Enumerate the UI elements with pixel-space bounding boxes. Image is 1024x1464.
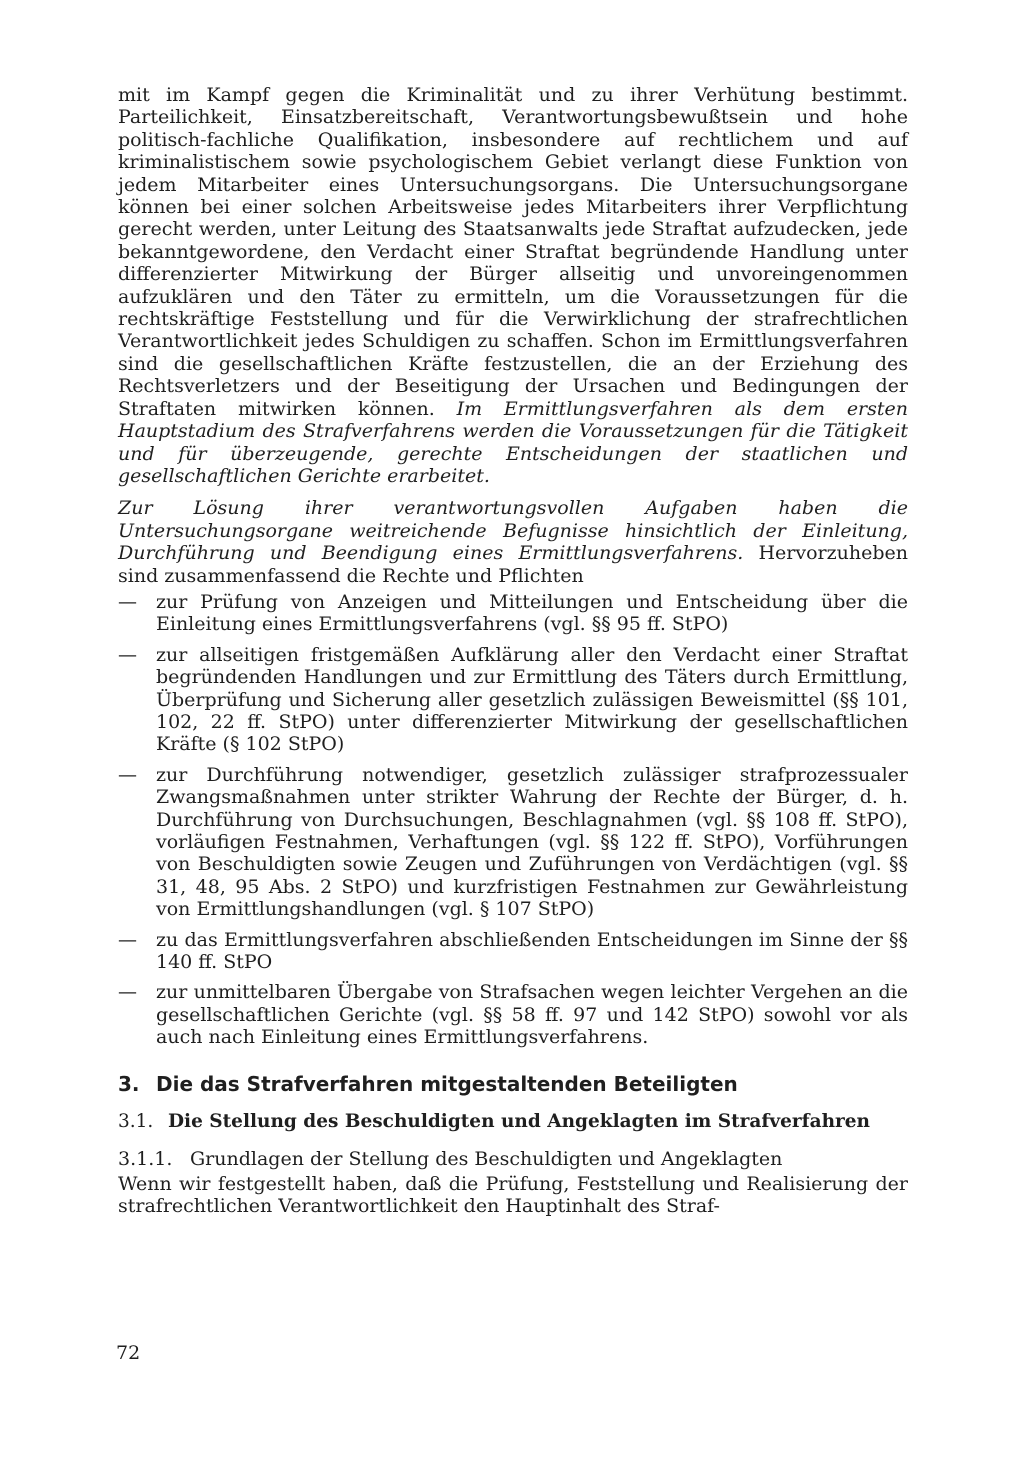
- paragraph-2-italic-text: Zur Lösung ihrer verantwortungsvollen Aufgaben haben die Untersuchungsorgane weitreichende Befugnisse hinsichtlich der Einleitung, Durchführung und Beendigung eines Ermittlungsverfahrens.: [118, 497, 908, 565]
- subsection-number: 3.1.: [118, 1110, 154, 1132]
- paragraph-1: [118, 84, 908, 487]
- rights-list: [118, 591, 908, 1049]
- paragraph-1-text: mit im Kampf gegen die Kriminalität und zu ihrer Verhütung bestimmt. Parteilichkeit, Einsatzbereitschaft, Verantwortungsbewußtsein und hohe politisch-fachliche Qualifikation, insbesondere auf rechtlichem und auf kriminalistischem sowie psychologischem Gebiet verlangt diese Funktion von jedem Mitarbeiter eines Untersuchungsorgans. Die Untersuchungsorgane können bei einer solchen Arbeitsweise jedes Mitarbeiters ihrer Verpflichtung gerecht werden, unter Leitung des Staatsanwalts jede Straftat aufzudecken, jede bekanntgewordene, den Verdacht einer Straftat begründende Handlung unter differenzierter Mitwirkung der Bürger allseitig und unvoreingenommen aufzuklären und den Täter zu ermitteln, um die Voraussetzungen für die rechtskräftige Feststellung und für die Verwirklichung der strafrechtlichen Verantwortlichkeit jedes Schuldigen zu schaffen. Schon im Ermittlungsverfahren sind die gesellschaftlichen Kräfte festzustellen, die an der Erziehung des Rechtsverletzers und der Beseitigung der Ursachen und Bedingungen der Straftaten mitwirken können.: [118, 84, 908, 420]
- subsubsection-number: 3.1.1.: [118, 1147, 173, 1170]
- section-heading-3: [118, 1071, 908, 1097]
- dash-bullet: —: [118, 928, 137, 951]
- list-item-text: zur unmittelbaren Übergabe von Strafsachen wegen leichter Vergehen an die gesellschaftlichen Gerichte (vgl. §§ 58 ff. 97 und 142 StPO) sowohl vor als auch nach Einleitung eines Ermittlungsverfahrens.: [156, 981, 908, 1049]
- list-item: [118, 981, 908, 1048]
- list-item-text: zur Prüfung von Anzeigen und Mitteilungen und Entscheidung über die Einleitung eines Ermittlungsverfahrens (vgl. §§ 95 ff. StPO): [156, 590, 908, 636]
- paragraph-3: Wenn wir festgestellt haben, daß die Prüfung, Feststellung und Realisierung der strafrechtlichen Verantwortlichkeit den Hauptinhalt des Straf-: [118, 1172, 908, 1218]
- dash-bullet: —: [118, 763, 137, 786]
- subsection-title: Die Stellung des Beschuldigten und Angeklagten im Strafverfahren: [168, 1110, 871, 1132]
- dash-bullet: —: [118, 981, 137, 1004]
- section-heading-3-1-1: [118, 1147, 908, 1171]
- list-item-text: zu das Ermittlungsverfahren abschließenden Entscheidungen im Sinne der §§ 140 ff. StPO: [156, 928, 908, 974]
- dash-bullet: —: [118, 643, 137, 666]
- list-item: [118, 591, 908, 636]
- list-item-text: zur allseitigen fristgemäßen Aufklärung aller den Verdacht einer Straftat begründenden Handlungen und zur Ermittlung des Täters durch Ermittlung, Überprüfung und Sicherung aller gesetzlich zulässigen Beweismittel (§§ 101, 102, 22 ff. StPO) unter differenzierter Mitwirkung der gesellschaftlichen Kräfte (§ 102 StPO): [156, 643, 908, 756]
- subsubsection-title: Grundlagen der Stellung des Beschuldigten und Angeklagten: [190, 1147, 783, 1170]
- page-number: 72: [116, 1342, 141, 1364]
- list-item: [118, 764, 908, 921]
- paragraph-2-text: Hervorzuheben sind zusammenfassend die Rechte und Pflichten: [118, 542, 908, 587]
- section-title: Die das Strafverfahren mitgestaltenden Beteiligten: [156, 1071, 738, 1096]
- section-heading-3-1: [118, 1109, 908, 1135]
- paragraph-1-italic-text: Im Ermittlungsverfahren als dem ersten Hauptstadium des Strafverfahrens werden die Voraussetzungen für die Tätigkeit und für überzeugende, gerechte Entscheidungen der staatlichen und gesellschaftlichen Gerichte erarbeitet.: [118, 397, 909, 487]
- paragraph-2: [118, 497, 908, 587]
- dash-bullet: —: [118, 590, 137, 613]
- list-item-text: zur Durchführung notwendiger, gesetzlich zulässiger strafprozessualer Zwangsmaßnahmen unter strikter Wahrung der Rechte der Bürger, d. h. Durchführung von Durchsuchungen, Beschlagnahmen (vgl. §§ 108 ff. StPO), vorläufigen Festnahmen, Verhaftungen (vgl. §§ 122 ff. StPO), Vorführungen von Beschuldigten sowie Zeugen und Zuführungen von Verdächtigen (vgl. §§ 31, 48, 95 Abs. 2 StPO) und kurzfristigen Festnahmen zur Gewährleistung von Ermittlungshandlungen (vgl. § 107 StPO): [156, 763, 908, 921]
- list-item: [118, 929, 908, 974]
- list-item: [118, 644, 908, 756]
- section-number: 3.: [118, 1071, 140, 1096]
